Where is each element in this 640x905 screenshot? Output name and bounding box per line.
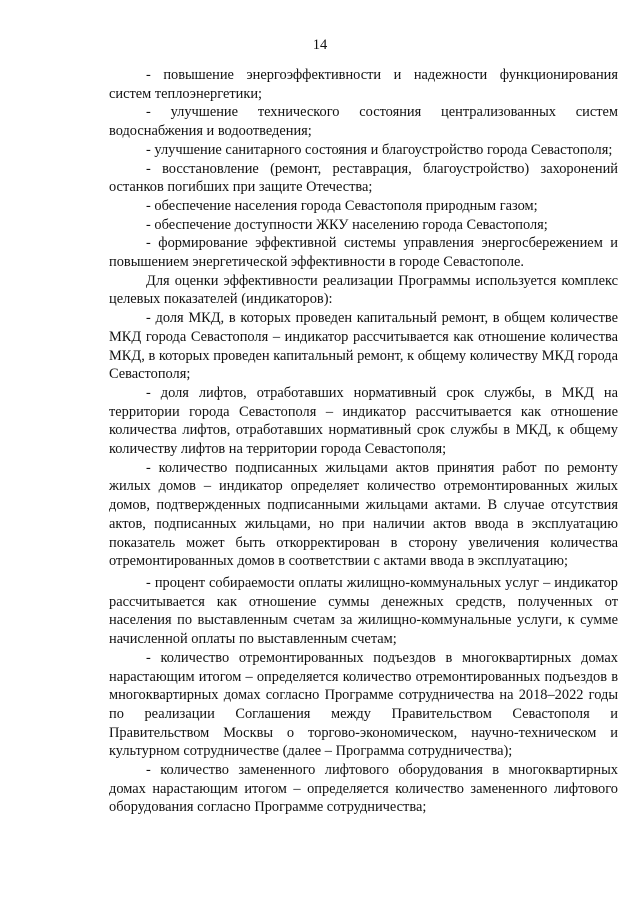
document-body: [109, 66, 618, 817]
paragraph: - процент собираемости оплаты жилищно-коммунальных услуг – индикатор рассчитывается как отношение суммы денежных средств, полученных от населения по выставленным счетам за жилищно-коммунальные услуги, к сумме начисленной оплаты по выставленным счетам;: [109, 574, 618, 648]
paragraph: - доля МКД, в которых проведен капитальный ремонт, в общем количестве МКД города Севастополя – индикатор рассчитывается как отношение количества МКД, в которых проведен капитальный ремонт, к общему количеству МКД города Севастополя;: [109, 310, 618, 383]
paragraph: Для оценки эффективности реализации Программы используется комплекс целевых показателей (индикаторов):: [109, 272, 618, 308]
paragraph: - обеспечение доступности ЖКУ населению города Севастополя;: [146, 216, 548, 233]
paragraph: - улучшение технического состояния централизованных систем водоснабжения и водоотведения;: [109, 104, 618, 140]
paragraph: - количество подписанных жильцами актов принятия работ по ремонту жилых домов – индикатор определяет количество отремонтированных жилых домов, подтвержденных подписанными жильцами актами. В случае отсутствия актов, подписанных жильцами, но при наличии актов ввода в эксплуатацию показатель может быть откорректирован в сторону увеличения количества отремонтированных домов в соответствии с актами ввода в эксплуатацию;: [109, 459, 618, 570]
paragraph: - восстановление (ремонт, реставрация, благоустройство) захоронений останков погибших при защите Отечества;: [109, 160, 618, 196]
paragraph: - доля лифтов, отработавших нормативный срок службы, в МКД на территории города Севастополя – индикатор рассчитывается как отношение количества лифтов, отработавших нормативный срок службы в МКД, к общему количеству лифтов на территории города Севастополя;: [109, 384, 618, 458]
paragraph: - формирование эффективной системы управления энергосбережением и повышением энергетической эффективности в городе Севастополе.: [109, 235, 618, 271]
page-number: 14: [312, 37, 328, 53]
paragraph: - количество отремонтированных подъездов в многоквартирных домах нарастающим итогом – определяется количество отремонтированных подъездов в многоквартирных домах согласно Программе сотрудничества на 2018–2022 годы по реализации Соглашения между Правительством Севастополя и Правительством Москвы о торгово-экономическом, научно-техническом и культурном сотрудничестве (далее – Программа сотрудничества);: [109, 649, 618, 760]
paragraph: - обеспечение населения города Севастополя природным газом;: [146, 197, 538, 214]
paragraph: - улучшение санитарного состояния и благоустройство города Севастополя;: [146, 141, 613, 158]
paragraph: - количество замененного лифтового оборудования в многоквартирных домах нарастающим итогом – определяется количество замененного лифтового оборудования согласно Программе сотрудничества;: [109, 762, 618, 816]
paragraph: - повышение энергоэффективности и надежности функционирования систем теплоэнергетики;: [109, 67, 618, 102]
